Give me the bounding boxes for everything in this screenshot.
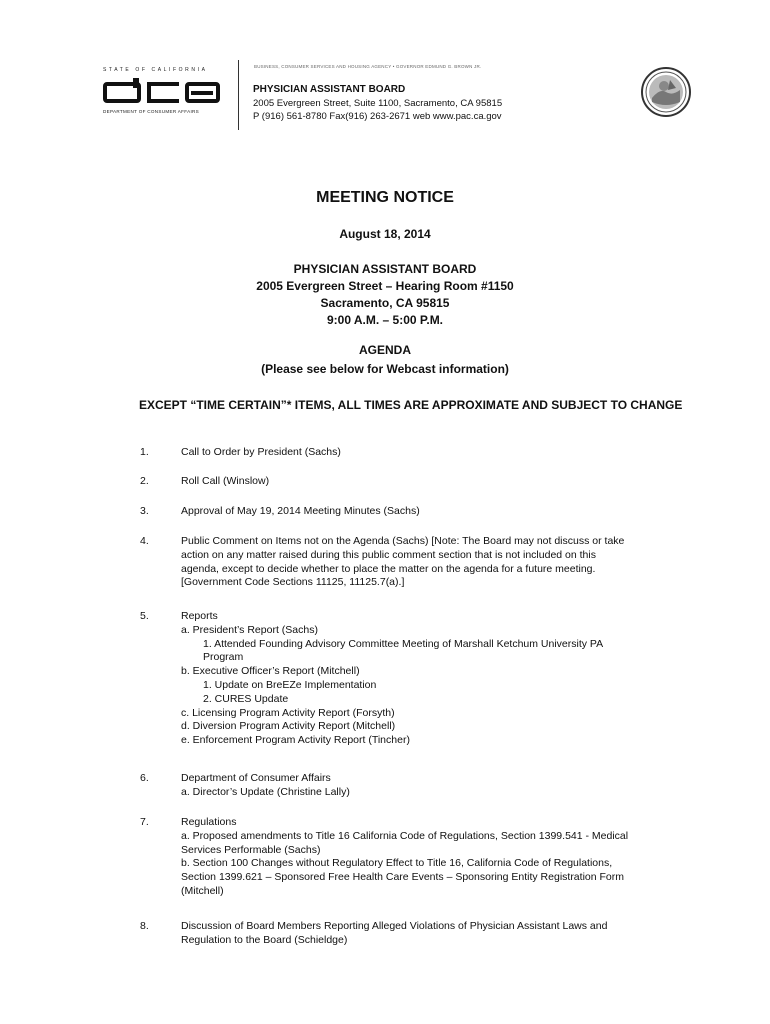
- agenda-heading: AGENDA: [358, 343, 411, 357]
- letterhead-divider: [238, 60, 239, 130]
- agenda-item-text: [181, 535, 701, 590]
- agenda-item-number: 3.: [140, 505, 149, 517]
- agenda-item-number: 6.: [140, 772, 149, 784]
- location-street: 2005 Evergreen Street – Hearing Room #1150: [256, 279, 514, 293]
- agenda-line: Regulations: [181, 816, 237, 828]
- agenda-line: Regulation to the Board (Schieldge): [181, 933, 348, 946]
- agenda-subitem: c. Licensing Program Activity Report (Forsyth): [181, 706, 395, 719]
- meeting-time: 9:00 A.M. – 5:00 P.M.: [326, 313, 444, 327]
- agenda-item-number: 4.: [140, 535, 149, 547]
- agenda-line: agenda, except to decide whether to place the matter on the agenda for a future meeting.: [181, 562, 596, 575]
- agenda-line: b. Section 100 Changes without Regulatory Effect to Title 16, California Code of Regulations,: [181, 857, 613, 870]
- agenda-line: Call to Order by President (Sachs): [181, 446, 341, 458]
- agenda-line: Services Performable (Sachs): [181, 843, 321, 856]
- time-certain-disclaimer: EXCEPT “TIME CERTAIN”* ITEMS, ALL TIMES ARE APPROXIMATE AND SUBJECT TO CHANGE: [139, 398, 683, 412]
- agenda-item-text: [181, 505, 701, 519]
- department-of-consumer-affairs-text: DEPARTMENT OF CONSUMER AFFAIRS: [103, 109, 200, 114]
- agenda-item-text: [181, 610, 701, 748]
- agenda-subitem: 2. CURES Update: [203, 692, 289, 705]
- agenda-line: Roll Call (Winslow): [181, 475, 270, 487]
- agenda-item-number: 2.: [140, 475, 149, 487]
- agenda-line: Public Comment on Items not on the Agenda (Sachs) [Note: The Board may not discuss or take: [181, 535, 625, 547]
- agenda-subitem: a. Director’s Update (Christine Lally): [181, 785, 350, 798]
- agenda-subitem: d. Diversion Program Activity Report (Mitchell): [181, 720, 396, 733]
- agenda-item-number: 8.: [140, 920, 149, 932]
- board-contact: P (916) 561-8780 Fax(916) 263-2671 web www.pac.ca.gov: [253, 111, 502, 122]
- agenda-line: [Government Code Sections 11125, 11125.7(a).]: [181, 576, 405, 589]
- agenda-subitem: 1. Attended Founding Advisory Committee Meeting of Marshall Ketchum University PA: [203, 637, 604, 650]
- state-of-california-text: STATE OF CALIFORNIA: [103, 67, 208, 73]
- agenda-item-number: 7.: [140, 816, 149, 828]
- agenda-subitem: b. Executive Officer’s Report (Mitchell): [181, 665, 360, 678]
- agenda-line: Reports: [181, 610, 218, 622]
- agenda-item-number: 5.: [140, 610, 149, 622]
- meeting-date: August 18, 2014: [339, 227, 431, 241]
- dca-logo: [103, 77, 221, 104]
- location-city: Sacramento, CA 95815: [320, 296, 450, 310]
- agenda-item-text: [181, 446, 701, 460]
- agenda-item-text: [181, 816, 701, 899]
- agenda-item-number: 1.: [140, 446, 149, 458]
- agenda-item-text: [181, 920, 701, 948]
- agenda-line: Approval of May 19, 2014 Meeting Minutes (Sachs): [181, 505, 420, 517]
- location-board-name: PHYSICIAN ASSISTANT BOARD: [293, 262, 477, 276]
- agenda-line: Section 1399.621 – Sponsored Free Health Care Events – Sponsoring Entity Registration Form: [181, 871, 624, 884]
- agenda-line: Department of Consumer Affairs: [181, 772, 331, 784]
- agenda-subitem: e. Enforcement Program Activity Report (Tincher): [181, 734, 410, 747]
- agenda-subitem: Program: [203, 651, 244, 664]
- board-address: 2005 Evergreen Street, Suite 1100, Sacramento, CA 95815: [253, 98, 503, 109]
- agenda-item-text: [181, 475, 701, 489]
- agency-governor-line: BUSINESS, CONSUMER SERVICES AND HOUSING AGENCY • GOVERNOR EDMUND G. BROWN JR.: [254, 64, 482, 69]
- agenda-subitem: 1. Update on BreEZe Implementation: [203, 678, 377, 691]
- agenda-subitem: a. President’s Report (Sachs): [181, 623, 318, 636]
- agenda-line: (Mitchell): [181, 884, 224, 897]
- state-seal-icon: [640, 66, 692, 118]
- agenda-item-text: [181, 772, 701, 800]
- agenda-line: Discussion of Board Members Reporting Alleged Violations of Physician Assistant Laws and: [181, 920, 608, 932]
- meeting-notice-title: MEETING NOTICE: [316, 189, 454, 206]
- agenda-line: action on any matter raised during this public comment section that is not included on this: [181, 548, 596, 561]
- agenda-line: a. Proposed amendments to Title 16 California Code of Regulations, Section 1399.541 - Medical: [181, 829, 629, 842]
- board-name: PHYSICIAN ASSISTANT BOARD: [253, 84, 406, 95]
- webcast-note: (Please see below for Webcast information): [261, 362, 509, 376]
